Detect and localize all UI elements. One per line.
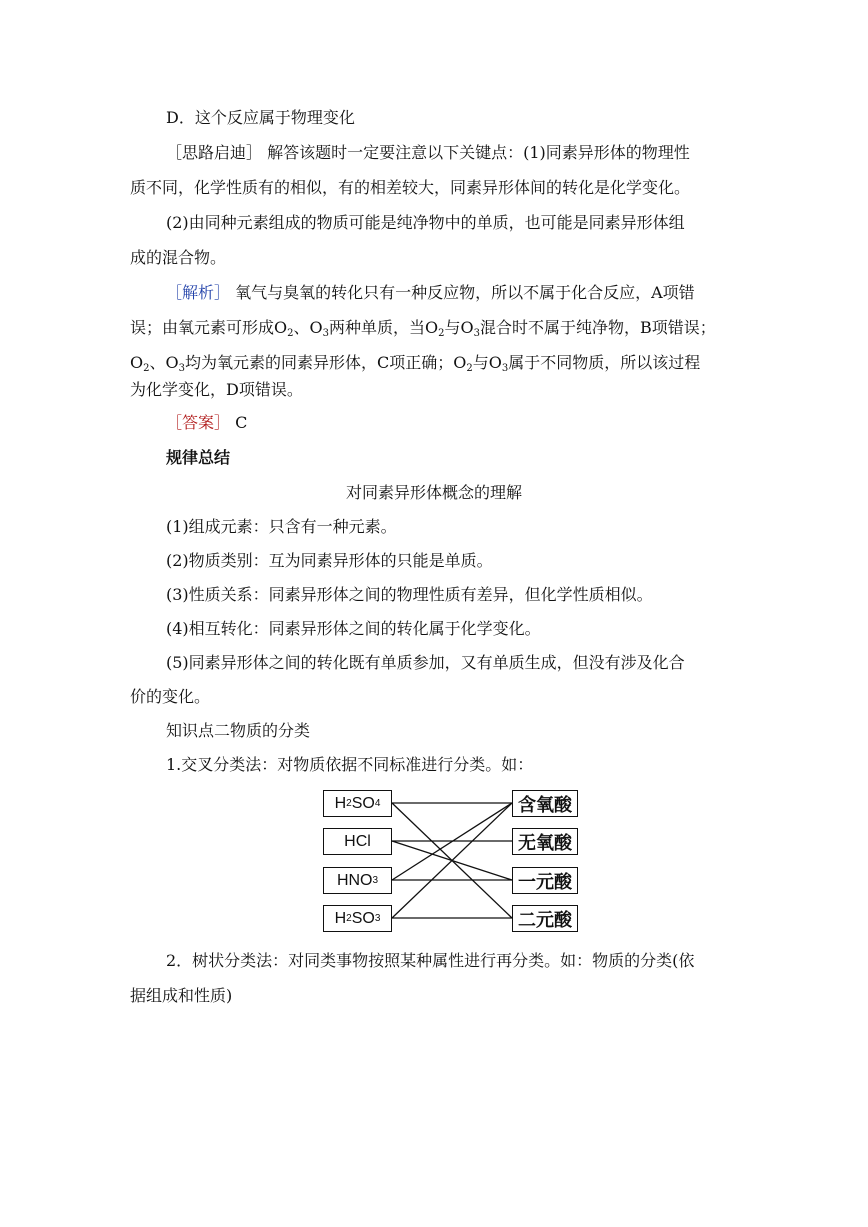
rule-summary-heading: 规律总结: [166, 448, 231, 467]
jiexi-b4: 与O: [444, 318, 474, 337]
jiexi-c5: 属于不同物质，所以该过程: [508, 353, 701, 372]
item-5-line2: 价的变化。: [130, 687, 211, 706]
jiexi-line1: [166, 283, 695, 303]
formula-mid: SO: [351, 909, 375, 927]
item-2: (2)物质类别：互为同素异形体的只能是单质。: [166, 551, 493, 570]
concept-title: 对同素异形体概念的理解: [345, 483, 522, 502]
point-2-line1: (2)由同种元素组成的物质可能是纯净物中的单质，也可能是同素异形体组: [166, 213, 685, 232]
sub-2: 2: [287, 328, 294, 339]
category-box-oxyacid: 含氧酸: [512, 790, 578, 817]
category-box-non-oxyacid: 无氧酸: [512, 828, 578, 855]
option-d: D．这个反应属于物理变化: [166, 108, 355, 127]
jiexi-c2: 、O: [149, 353, 179, 372]
answer-text: C: [230, 413, 248, 432]
category-box-monobasic: 一元酸: [512, 867, 578, 894]
sub-3: 3: [322, 328, 329, 339]
jiexi-b5: 混合时不属于纯净物，B项错误；: [480, 318, 716, 337]
item-3: (3)性质关系：同素异形体之间的物理性质有差异，但化学性质相似。: [166, 585, 653, 604]
formula-box-hno3: HNO 3: [323, 867, 392, 894]
silu-tag: ［思路启迪］: [166, 143, 263, 162]
jiexi-tag: ［解析］: [166, 283, 231, 302]
answer-line: [166, 413, 247, 433]
sub-3: 3: [501, 363, 509, 374]
category-box-dibasic: 二元酸: [512, 905, 578, 932]
sub-2: 2: [143, 363, 150, 374]
item-5-line1: (5)同素异形体之间的转化既有单质参加，又有单质生成，但没有涉及化合: [166, 653, 685, 672]
sub-2: 2: [438, 328, 445, 339]
silu-paragraph: [166, 143, 690, 163]
jiexi-text-a: 氧气与臭氧的转化只有一种反应物，所以不属于化合反应，A项错: [230, 283, 695, 302]
item-4: (4)相互转化：同素异形体之间的转化属于化学变化。: [166, 619, 541, 638]
formula-mid: SO: [351, 794, 375, 812]
silu-text: 解答该题时一定要注意以下关键点：(1)同素异形体的物理性: [262, 143, 690, 162]
tree-classification-line1: 2．树状分类法：对同类事物按照某种属性进行再分类。如：物质的分类(依: [166, 951, 695, 970]
jiexi-line3: [130, 353, 700, 373]
jiexi-c4: 与O: [472, 353, 502, 372]
jiexi-b3: 两种单质，当O: [329, 318, 439, 337]
jiexi-c1: O: [130, 353, 144, 372]
formula-box-h2so3: H 2 SO 3: [323, 905, 392, 932]
item-1: (1)组成元素：只含有一种元素。: [166, 517, 397, 536]
cross-classification-line: 1.交叉分类法：对物质依据不同标准进行分类。如：: [166, 755, 534, 774]
sub-2: 2: [466, 363, 473, 374]
formula-box-hcl: [323, 828, 392, 855]
jiexi-line4: 为化学变化，D项错误。: [130, 380, 303, 399]
point-2-line2: 成的混合物。: [130, 248, 227, 267]
formula-box-h2so4: H 2 SO 4: [323, 790, 392, 817]
jiexi-c3: 均为氧元素的同素异形体，C项正确；O: [185, 353, 467, 372]
jiexi-b2: 、O: [293, 318, 323, 337]
sub-3: 3: [178, 363, 185, 374]
silu-text-cont: 质不同，化学性质有的相似，有的相差较大，同素异形体间的转化是化学变化。: [130, 178, 691, 197]
cross-classification-diagram: [320, 786, 584, 936]
jiexi-b1: 误；由氧元素可形成O: [130, 318, 288, 337]
formula-main: H: [334, 909, 347, 927]
sub-3: 3: [473, 328, 480, 339]
formula-main: HCl: [344, 832, 371, 850]
jiexi-line2: [130, 318, 716, 338]
knowledge-point-heading: 知识点二物质的分类: [166, 721, 311, 740]
formula-main: HNO: [336, 871, 373, 889]
answer-tag: ［答案］: [166, 413, 231, 432]
formula-main: H: [334, 794, 347, 812]
tree-classification-line2: 据组成和性质): [130, 986, 233, 1005]
